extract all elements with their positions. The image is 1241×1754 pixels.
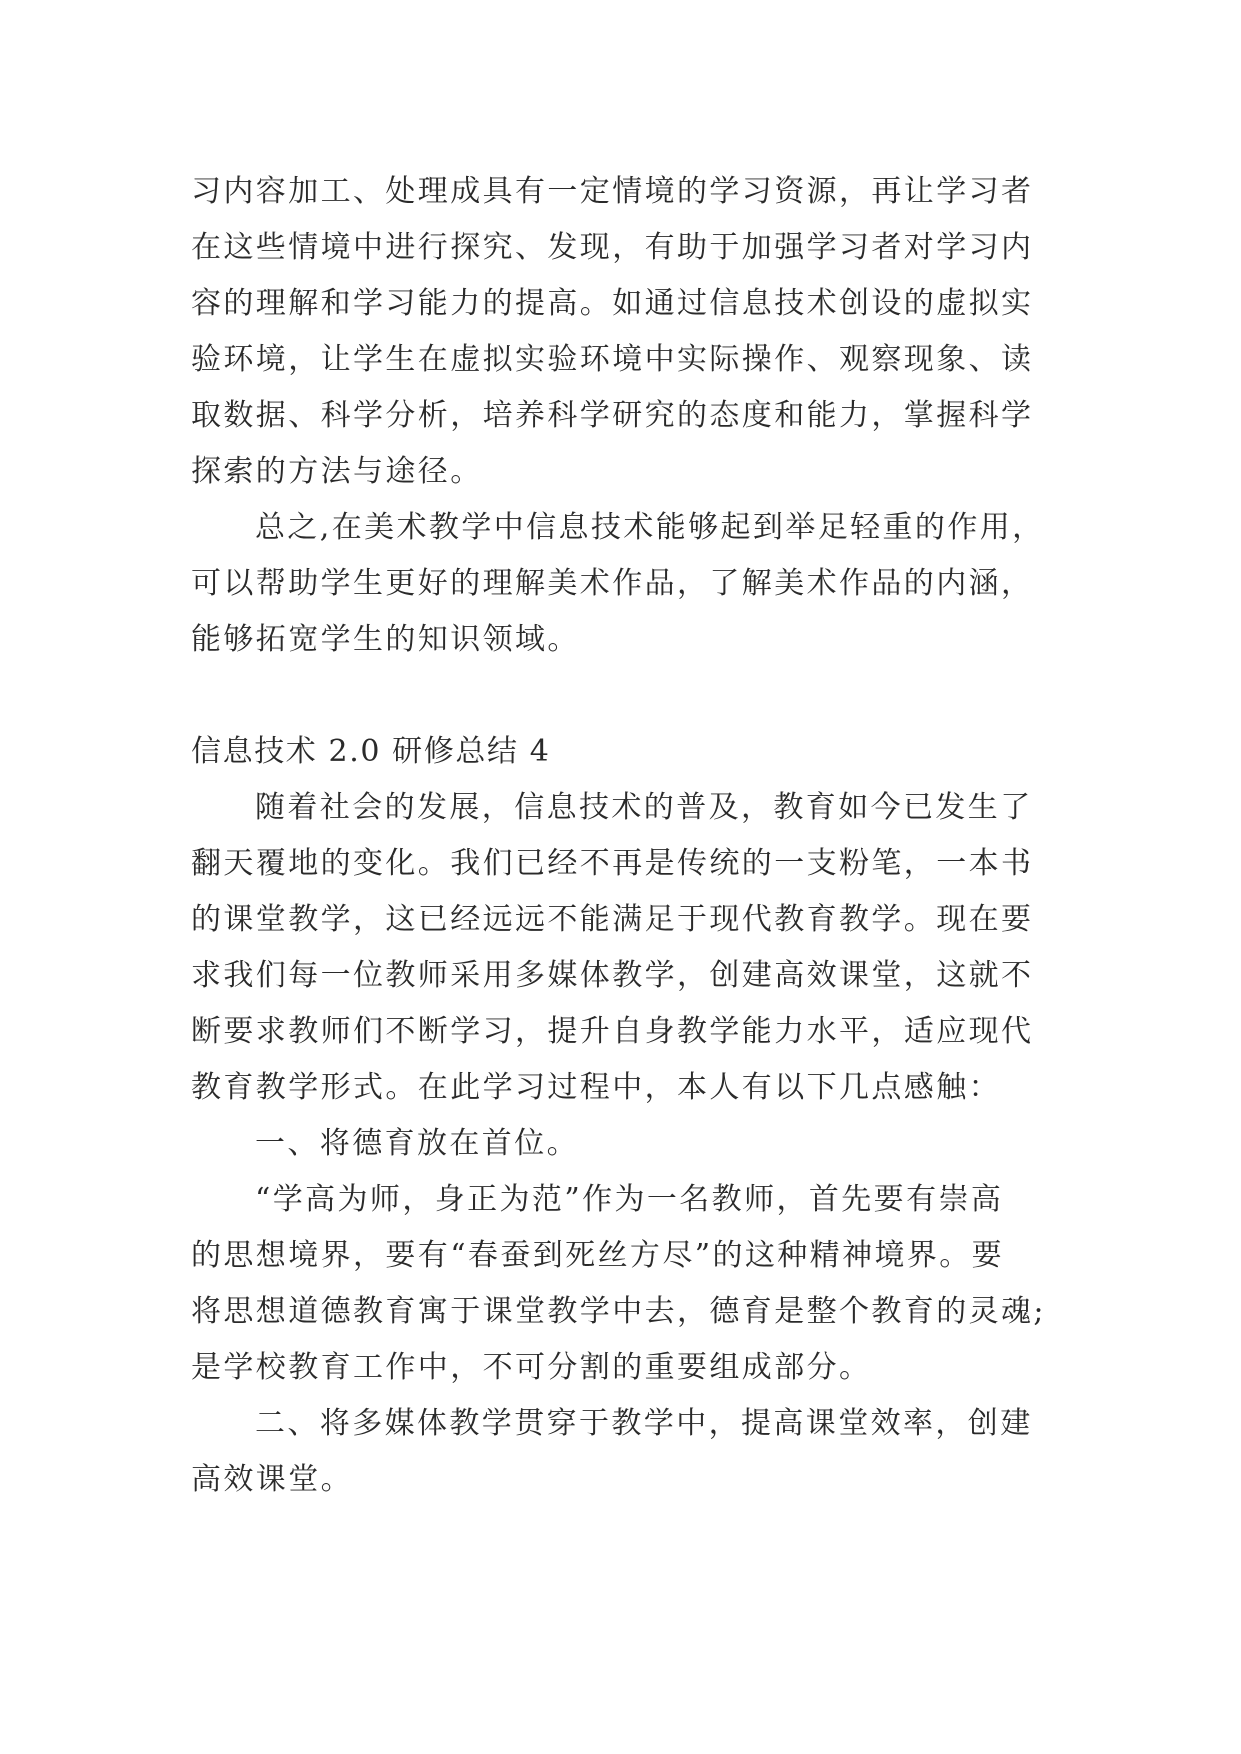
- document-body: [191, 164, 1071, 1508]
- text-line: 翻天覆地的变化。我们已经不再是传统的一支粉笔，一本书: [191, 846, 1034, 881]
- text-line: 能够拓宽学生的知识领域。: [191, 622, 580, 657]
- paragraph-learning-resources: [191, 164, 1071, 500]
- section-spacer: [191, 668, 1071, 724]
- text-line: 验环境，让学生在虚拟实验环境中实际操作、观察现象、读: [191, 342, 1034, 377]
- text-line: “学高为师，身正为范”作为一名教师，首先要有崇高: [255, 1182, 1004, 1217]
- text-line: 的课堂教学，这已经远远不能满足于现代教育教学。现在要: [191, 902, 1034, 937]
- text-line: 可以帮助学生更好的理解美术作品，了解美术作品的内涵，: [191, 566, 1034, 601]
- text-line: 在这些情境中进行探究、发现，有助于加强学习者对学习内: [191, 230, 1034, 265]
- text-line: 将思想道德教育寓于课堂教学中去，德育是整个教育的灵魂;: [191, 1294, 1046, 1329]
- text-line: 习内容加工、处理成具有一定情境的学习资源，再让学习者: [191, 174, 1034, 209]
- text-line: 求我们每一位教师采用多媒体教学，创建高效课堂，这就不: [191, 958, 1034, 993]
- text-line: 取数据、科学分析，培养科学研究的态度和能力，掌握科学: [191, 398, 1034, 433]
- point-two-heading: [191, 1396, 1071, 1508]
- text-line: 探索的方法与途径。: [191, 454, 483, 489]
- text-line: 高效课堂。: [191, 1462, 353, 1497]
- text-line: 随着社会的发展，信息技术的普及，教育如今已发生了: [255, 790, 1033, 825]
- point-one-heading: [191, 1116, 1071, 1172]
- paragraph-introduction: [191, 780, 1071, 1116]
- text-line: 断要求教师们不断学习，提升自身教学能力水平，适应现代: [191, 1014, 1034, 1049]
- paragraph-conclusion: [191, 500, 1071, 668]
- text-line: 一、将德育放在首位。: [255, 1126, 579, 1161]
- text-line: 容的理解和学习能力的提高。如通过信息技术创设的虚拟实: [191, 286, 1034, 321]
- section-title: 信息技术 2.0 研修总结 4: [191, 734, 551, 769]
- text-line: 是学校教育工作中，不可分割的重要组成部分。: [191, 1350, 872, 1385]
- text-line: 总之,在美术教学中信息技术能够起到举足轻重的作用，: [255, 510, 1045, 545]
- text-line: 二、将多媒体教学贯穿于教学中，提高课堂效率，创建: [255, 1406, 1033, 1441]
- paragraph-moral-education: [191, 1172, 1071, 1396]
- text-line: 的思想境界，要有“春蚕到死丝方尽”的这种精神境界。要: [191, 1238, 1005, 1273]
- text-line: 教育教学形式。在此学习过程中，本人有以下几点感触：: [191, 1070, 1001, 1105]
